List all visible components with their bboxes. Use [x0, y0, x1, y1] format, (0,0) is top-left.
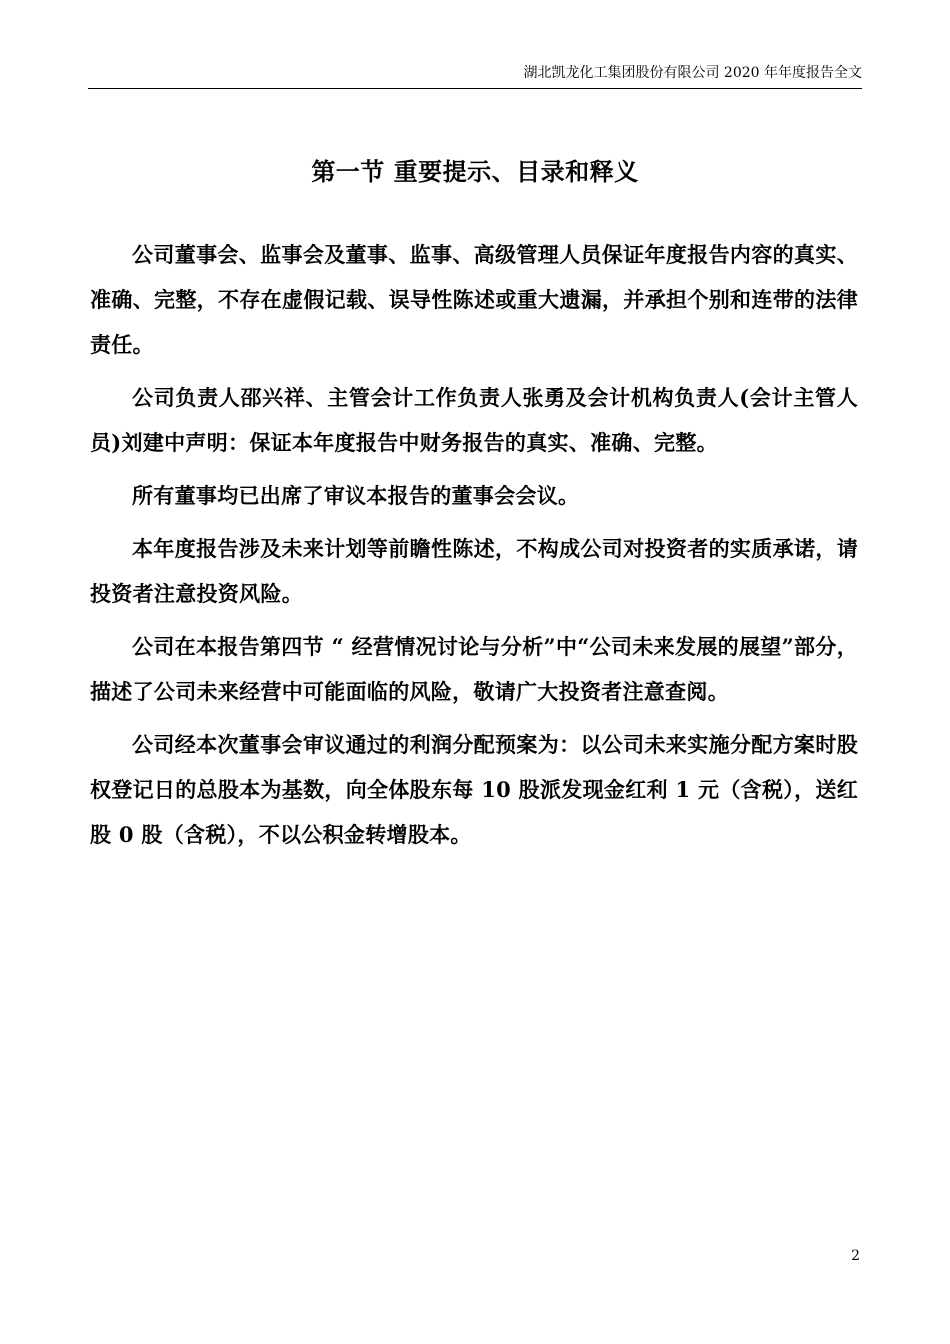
body-text [90, 232, 858, 865]
section-title: 第一节 重要提示、目录和释义 [311, 157, 639, 186]
page-number: 2 [851, 1248, 860, 1264]
header-text: 湖北凯龙化工集团股份有限公司 2020 年年度报告全文 [523, 65, 862, 81]
paragraph-risk-reference: 公司在本报告第四节 “ 经营情况讨论与分析”中“公司未来发展的展望”部分，描述了公司未来经营中可能面临的风险，敬请广大投资者注意查阅。 [90, 634, 858, 704]
paragraph-directors-attendance: 所有董事均已出席了审议本报告的董事会会议。 [132, 483, 580, 508]
paragraph-accuracy-guarantee: 公司董事会、监事会及董事、监事、高级管理人员保证年度报告内容的真实、准确、完整，不存在虚假记载、误导性陈述或重大遗漏，并承担个别和连带的法律责任。 [90, 242, 858, 357]
paragraph-forward-looking: 本年度报告涉及未来计划等前瞻性陈述，不构成公司对投资者的实质承诺，请投资者注意投资风险。 [90, 536, 858, 606]
paragraph-responsible-persons: 公司负责人邵兴祥、主管会计工作负责人张勇及会计机构负责人(会计主管人员)刘建中声明：保证本年度报告中财务报告的真实、准确、完整。 [90, 385, 858, 455]
page-header [88, 62, 862, 89]
paragraph-profit-distribution: 公司经本次董事会审议通过的利润分配预案为：以公司未来实施分配方案时股权登记日的总股本为基数，向全体股东每 10 股派发现金红利 1 元（含税），送红股 0 股（含税），不以公积金转增股本。 [90, 732, 858, 847]
